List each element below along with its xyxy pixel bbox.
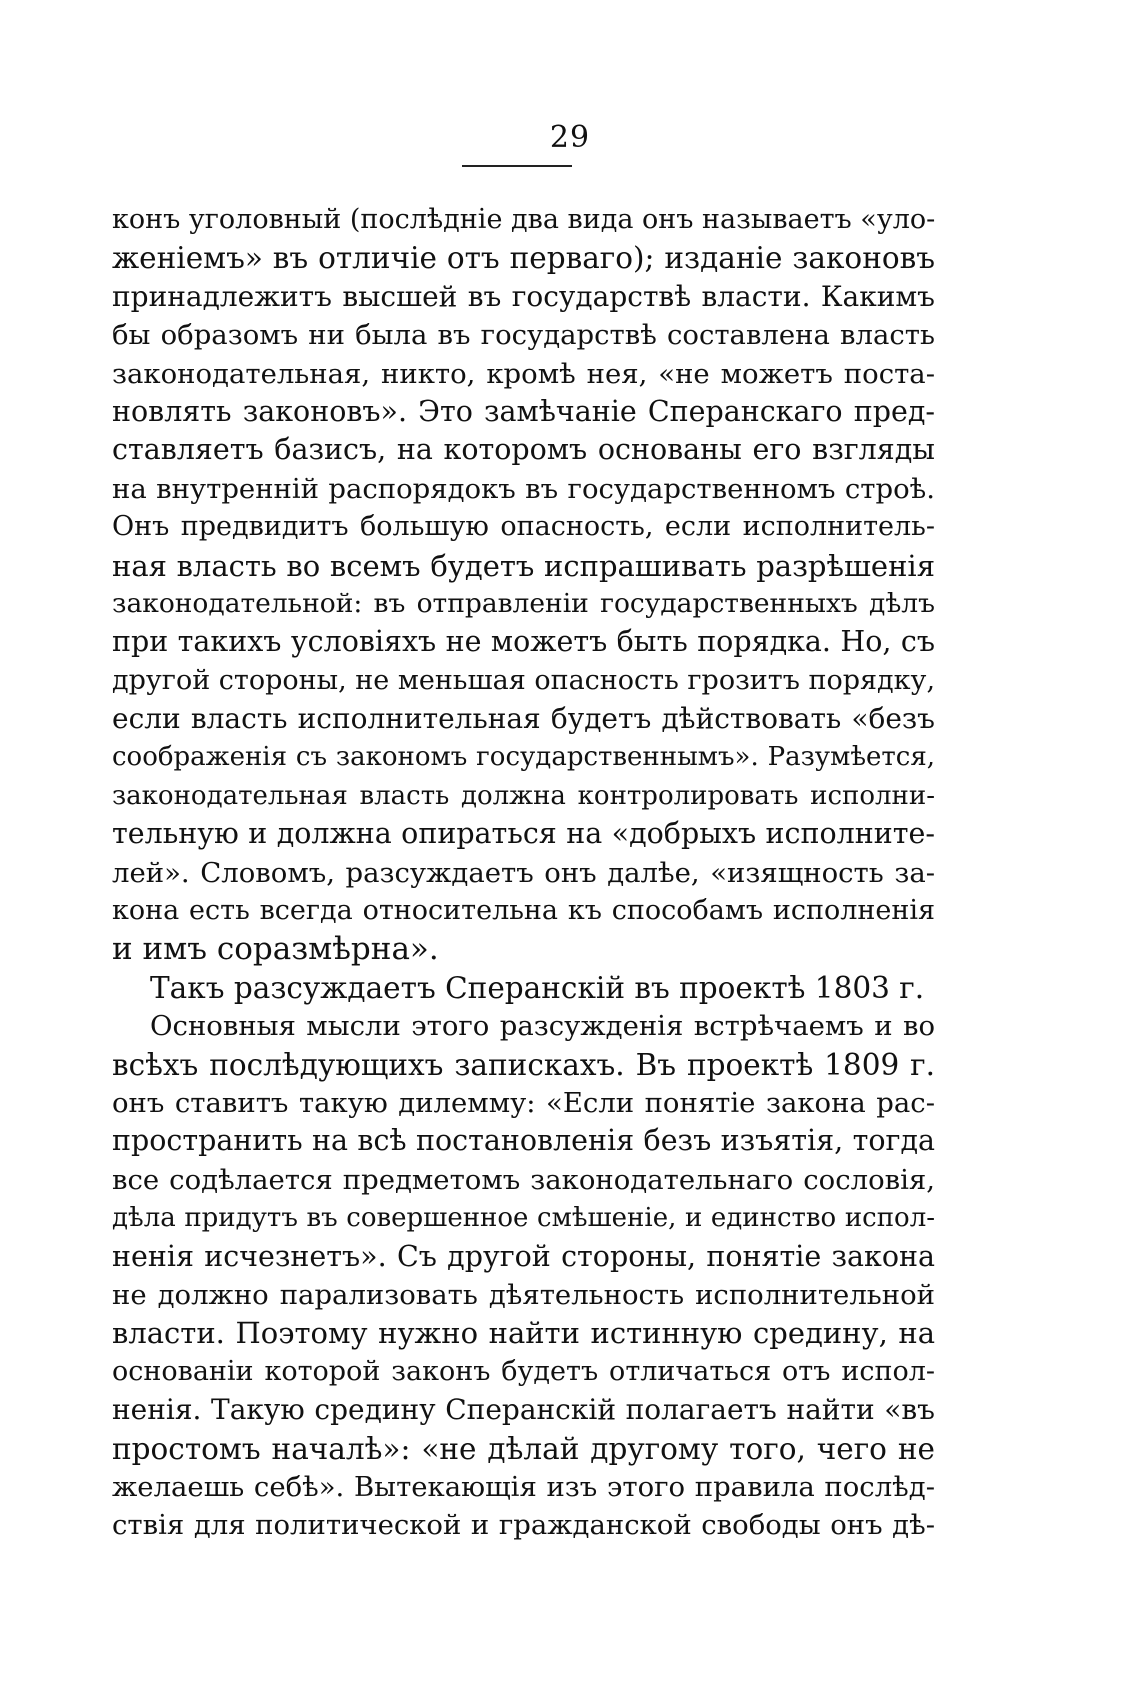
text-line: законодательная власть должна контролировать исполни- — [112, 780, 935, 811]
text-line: кона есть всегда относительна къ способамъ исполненія — [112, 895, 935, 927]
text-line: тельную и должна опираться на «добрыхъ исполните- — [112, 817, 935, 851]
text-line: Онъ предвидитъ большую опасность, если исполнитель- — [112, 511, 935, 543]
text-line: при такихъ условіяхъ не можетъ быть порядка. Но, съ — [112, 625, 935, 659]
text-line: новлять законовъ». Это замѣчаніе Сперанскаго пред- — [112, 394, 935, 428]
body-text — [112, 201, 935, 1545]
text-line: ненія. Такую средину Сперанскій полагаетъ найти «въ — [112, 1393, 935, 1427]
text-line: соображенія съ закономъ государственнымъ». Разумѣется, — [112, 742, 935, 773]
text-line: желаешь себѣ». Вытекающія изъ этого правила послѣд- — [112, 1470, 935, 1503]
text-line: бы образомъ ни была въ государствѣ составлена власть — [112, 319, 935, 352]
text-line: ствія для политической и гражданской свободы онъ дѣ- — [112, 1509, 935, 1542]
text-line: все содѣлается предметомъ законодательнаго сословія, — [112, 1163, 935, 1196]
page-number: 29 — [549, 120, 591, 155]
text-line: законодательная, никто, кромѣ нея, «не можетъ поста- — [112, 357, 935, 390]
text-line: Основныя мысли этого разсужденія встрѣчаемъ и во — [150, 1010, 935, 1043]
text-line: простомъ началѣ»: «не дѣлай другому того, чего не — [112, 1431, 935, 1466]
text-line: конъ уголовный (послѣдніе два вида онъ называетъ «уло- — [112, 204, 936, 235]
text-line: дѣла придутъ въ совершенное смѣшеніе, и единство испол- — [112, 1203, 935, 1234]
text-line: Такъ разсуждаетъ Сперанскій въ проектѣ 1803 г. — [150, 970, 925, 1005]
text-line: ставляетъ базисъ, на которомъ основаны его взгляды — [112, 433, 935, 467]
text-line: пространить на всѣ постановленія безъ изъятія, тогда — [112, 1124, 935, 1158]
text-line: на внутренній распорядокъ въ государственномъ строѣ. — [112, 472, 935, 505]
text-line: другой стороны, не меньшая опасность грозитъ порядку, — [112, 664, 936, 696]
text-line: лей». Словомъ, разсуждаетъ онъ далѣе, «изящность за- — [112, 856, 935, 889]
text-line: ная власть во всемъ будетъ испрашивать разрѣшенія — [112, 548, 935, 583]
text-line: онъ ставитъ такую дилемму: «Если понятіе закона рас- — [112, 1086, 935, 1119]
text-line: если власть исполнительная будетъ дѣйствовать «безъ — [112, 702, 935, 736]
text-line: и имъ соразмѣрна». — [112, 931, 439, 968]
text-line: всѣхъ послѣдующихъ запискахъ. Въ проектѣ 1809 г. — [112, 1047, 935, 1082]
text-line: женіемъ» въ отличіе отъ перваго); изданіе законовъ — [112, 241, 935, 276]
text-line: принадлежитъ высшей въ государствѣ власти. Какимъ — [112, 279, 935, 313]
text-line: основаніи которой законъ будетъ отличаться отъ испол- — [112, 1355, 935, 1387]
text-line: законодательной: въ отправленіи государственныхъ дѣлъ — [112, 587, 935, 619]
text-line: власти. Поэтому нужно найти истинную средину, на — [112, 1316, 935, 1351]
text-line: не должно парализовать дѣятельность исполнительной — [112, 1278, 935, 1311]
text-line: ненія исчезнетъ». Съ другой стороны, понятіе закона — [112, 1239, 935, 1273]
header-rule — [462, 165, 572, 167]
